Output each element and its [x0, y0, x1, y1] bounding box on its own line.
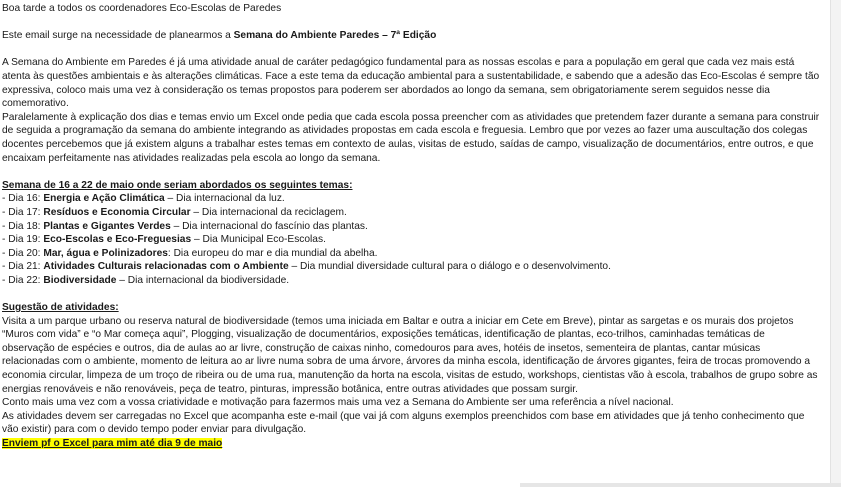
day-item: - Dia 19: Eco-Escolas e Eco-Freguesias – Dia Municipal Eco-Escolas.	[2, 234, 326, 246]
greeting: Boa tarde a todos os coordenadores Eco-Escolas de Paredes	[2, 3, 282, 14]
deadline-highlight: Enviem pf o Excel para mim até dia 9 de maio	[2, 438, 223, 449]
day-item: - Dia 20: Mar, água e Polinizadores: Dia europeu do mar e dia mundial da abelha.	[2, 247, 378, 259]
suggestions-text: Visita a um parque urbano ou reserva natural de biodiversidade (temos uma iniciada em Baltar e outra a iniciar em Cete em Breve), pintar as sargetas e os murais dos projetos “Muros com vida” e “o Mar começa aqui”, Plogging, visualização de documentários, exposições temáticas, identificação de plantas, eco-trilhos, caminhadas temáticas de observação de espécies e outros, dia de aulas ao ar livre, construção de caixas ninho, comedouros para aves, hotéis de insetos, sementeira de plantas, cantar músicas relacionadas com o ambiente, momento de leitura ao ar livre numa sobra de uma árvore, árvores da minha escola, identificação de árvores gigantes, feira de trocas promovendo a economia circular, limpeza de um troço de ribeira ou de uma rua, manutenção da horta na escola, visitas de estudo, workshops, cientistas vão à escola, trabalhos de grupo sobre as energias renováveis e não renováveis, peça de teatro, pinturas, impressão botânica, entre outras atividades que possam surgir.	[2, 315, 818, 395]
closing-instructions: As atividades devem ser carregadas no Excel que acompanha este e-mail (que vai já com alguns exemplos preenchidos com base em atividades que já tenho conhecimento que vão existir) para com o devido tempo poder enviar para divulgação.	[2, 410, 805, 436]
deadline-line	[2, 437, 820, 451]
week-heading: Semana de 16 a 22 de maio onde seriam abordados os seguintes temas:	[2, 179, 353, 191]
intro-text: Este email surge na necessidade de planearmos a	[2, 30, 234, 42]
closing-motivation: Conto mais uma vez com a vossa criatividade e motivação para fazermos mais uma vez a Semana do Ambiente ser uma referência a nível nacional.	[2, 397, 674, 409]
email-body	[2, 2, 820, 451]
paragraph-excel: Paralelamente à explicação dos dias e temas envio um Excel onde pedia que cada escola possa preencher com as atividades que pretendem fazer durante a semana para construir de seguida a programação da semana do ambiente integrando as atividades propostas em cada escola e freguesia. Lembro que por vezes ao fazer uma auscultação dos colegas docentes percebemos que já existem alguns a trabalhar estes temas em contexto de aulas, visitas de estudo, saídas de campo, visualização de documentários, entre outros, e que encaixam perfeitamente nas atividades realizadas pela escola ao longo da semana.	[2, 111, 820, 164]
suggestions-heading: Sugestão de atividades:	[2, 302, 119, 314]
paragraph-context: A Semana do Ambiente em Paredes é já uma atividade anual de caráter pedagógico fundamental para as nossas escolas e para a população em geral que cada vez mais está atenta às questões ambientais e às alterações climáticas. Face a este tema da educação ambiental para a sustentabilidade, e sabendo que a adesão das Eco-Escolas é sempre tão expressiva, coloco mais uma vez à consideração os temas propostos para poderem ser abordados ao longo da semana, sem obrigatoriamente serem seguidos nesse dia comemorativo.	[2, 57, 820, 110]
day-item: - Dia 21: Atividades Culturais relacionadas com o Ambiente – Dia mundial diversidade cultural para o diálogo e o desenvolvimento.	[2, 261, 611, 273]
days-list	[2, 192, 820, 287]
intro-line	[2, 29, 820, 43]
day-item: - Dia 17: Resíduos e Economia Circular – Dia internacional da reciclagem.	[2, 206, 347, 218]
day-item: - Dia 16: Energia e Ação Climática – Dia internacional da luz.	[2, 193, 285, 205]
day-item: - Dia 22: Biodiversidade – Dia internacional da biodiversidade.	[2, 274, 290, 286]
day-item: - Dia 18: Plantas e Gigantes Verdes – Dia internacional do fascínio das plantas.	[2, 220, 368, 232]
vertical-scrollbar[interactable]	[830, 0, 841, 487]
horizontal-scrollbar[interactable]	[520, 483, 841, 487]
event-title: Semana do Ambiente Paredes – 7ª Edição	[233, 30, 437, 42]
